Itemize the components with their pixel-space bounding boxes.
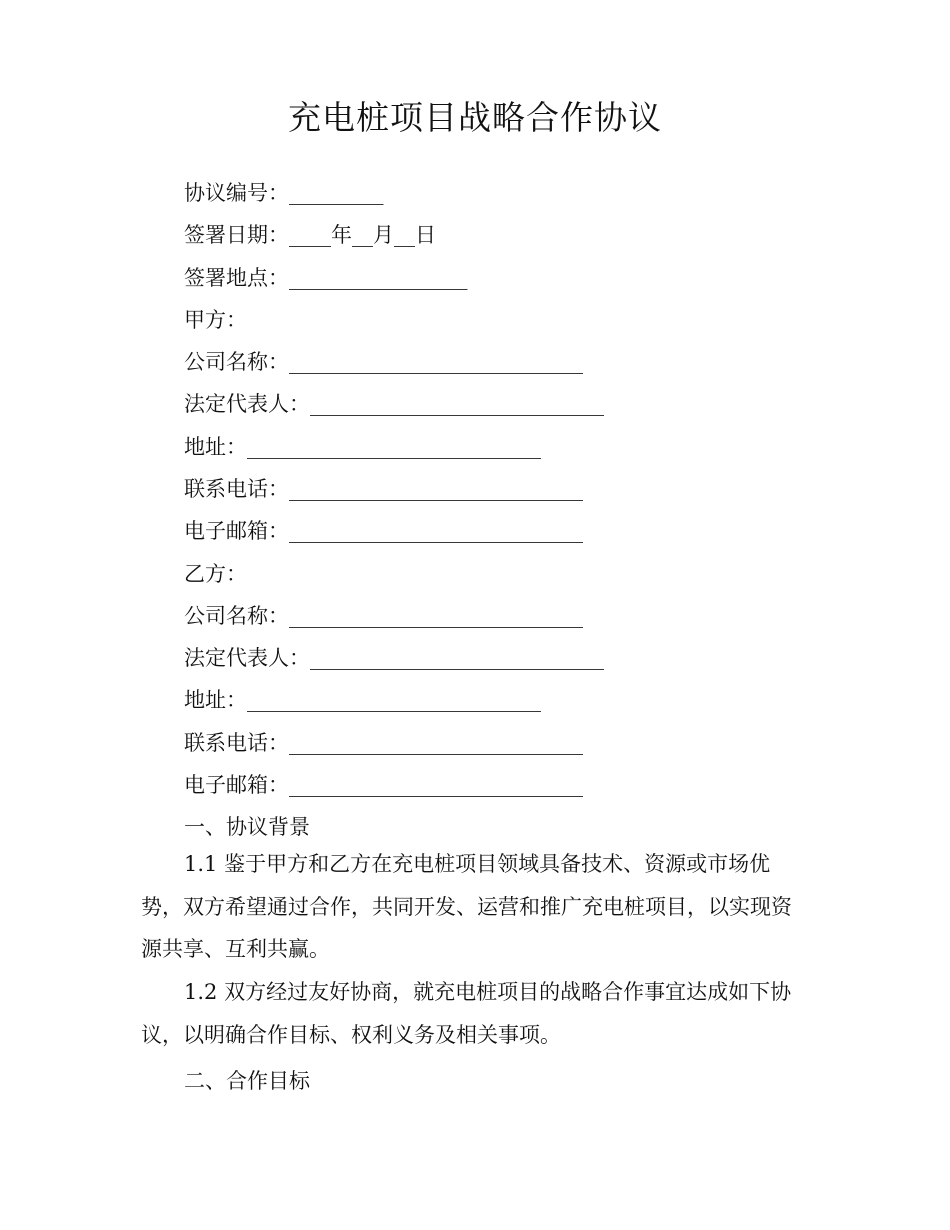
section-1-paragraph-2: 1.2 双方经过友好协商，就充电桩项目的战略合作事宜达成如下协议，以明确合作目标、权利义务及相关事项。 [141,980,792,1047]
document-title: 充电桩项目战略合作协议 [288,98,662,137]
party-b-email: 电子邮箱：____________________________ [184,773,583,797]
agreement-number-field: 协议编号：_________ [184,181,384,205]
party-b-phone: 联系电话：____________________________ [184,731,583,755]
party-a-email: 电子邮箱：____________________________ [184,519,583,543]
party-a-phone: 联系电话：____________________________ [184,477,583,501]
party-b-legal-rep: 法定代表人：____________________________ [184,646,604,670]
party-b-heading: 乙方： [184,562,247,586]
party-a-address: 地址：____________________________ [184,435,541,459]
party-a-company-name: 公司名称：____________________________ [184,350,583,374]
section-1-heading: 一、协议背景 [184,815,310,839]
signing-date-field: 签署日期：____年__月__日 [184,223,436,247]
party-a-legal-rep: 法定代表人：____________________________ [184,392,604,416]
party-b-address: 地址：____________________________ [184,688,541,712]
party-b-company-name: 公司名称：____________________________ [184,604,583,628]
party-a-heading: 甲方： [184,308,247,332]
signing-place-field: 签署地点：_________________ [184,266,468,290]
section-1-paragraph-1: 1.1 鉴于甲方和乙方在充电桩项目领域具备技术、资源或市场优势，双方希望通过合作，共同开发、运营和推广充电桩项目，以实现资源共享、互利共赢。 [141,852,792,961]
section-2-heading: 二、合作目标 [184,1069,310,1093]
